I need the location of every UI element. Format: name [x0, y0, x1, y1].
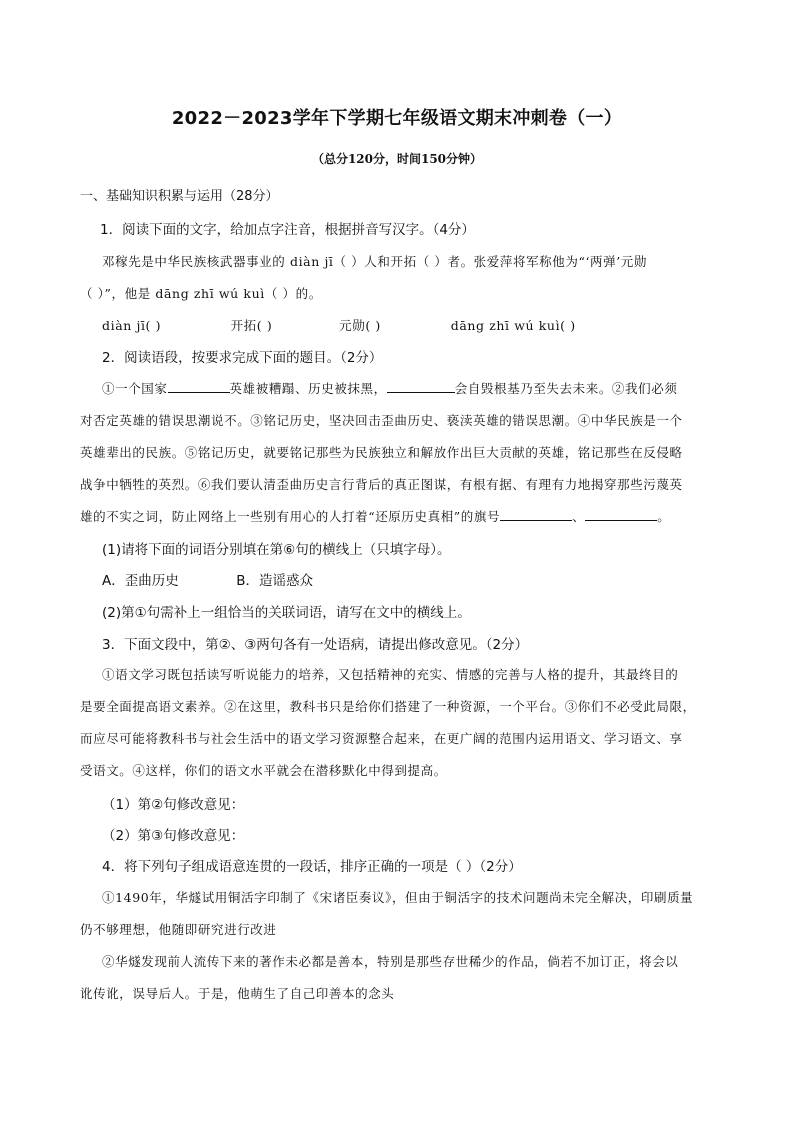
- question-4-sentence-line: 仍不够理想，他随即研究进行改进: [80, 922, 277, 937]
- answer-blank-dangzhiwukui[interactable]: dāng zhī wú kuì( ): [450, 318, 576, 333]
- passage-text: 。: [657, 509, 671, 524]
- question-4-sentence-line: ①1490年，华燧试用铜活字印制了《宋诸臣奏议》，但由于铜活字的技术问题尚未完全解决，印刷质量: [102, 890, 694, 905]
- question-2-sub-2: (2)第①句需补上一组恰当的关联词语，请写在文中的横线上。: [102, 605, 471, 621]
- question-3-passage-line: 受语文。④这样，你们的语文水平就会在潜移默化中得到提高。: [80, 763, 447, 778]
- passage-text: 雄的不实之词，防止网络上一些别有用心的人打着“还原历史真相”的旗号: [80, 509, 501, 524]
- section-heading: 一、基础知识积累与运用（28分）: [80, 189, 279, 204]
- option-b: B．造谣惑众: [236, 573, 314, 589]
- question-2-options: [102, 569, 313, 589]
- answer-blank-yuanxun[interactable]: 元勋( ): [339, 318, 381, 333]
- fill-blank[interactable]: [585, 507, 657, 521]
- question-1-text-line: 邓稼先是中华民族核武器事业的 diàn jī（ ）人和开拓（ ）者。张爱萍将军称他为“‘两弹’元勋: [102, 254, 648, 269]
- option-a: A．歪曲历史: [102, 573, 179, 589]
- question-4-sentence-line: 讹传讹，误导后人。于是，他萌生了自己印善本的念头: [80, 986, 395, 1001]
- question-3-sub-2: （2）第③句修改意见：: [102, 828, 245, 844]
- question-2-passage-line: [102, 379, 677, 397]
- fill-blank[interactable]: [500, 507, 572, 521]
- fill-blank[interactable]: [168, 379, 230, 393]
- page-title: 2022－2023学年下学期七年级语文期末冲刺卷（一）: [171, 108, 623, 129]
- question-2-sub-1: (1)请将下面的词语分别填在第⑥句的横线上（只填字母）。: [102, 542, 451, 558]
- answer-blank-kaituo[interactable]: 开拓( ): [230, 318, 273, 333]
- question-3-passage-line: ①语文学习既包括读写听说能力的培养，又包括精神的充实、情感的完善与人格的提升，其最终目的: [102, 667, 679, 682]
- passage-text: ①一个国家: [102, 381, 168, 396]
- question-3-passage-line: 是要全面提高语文素养。②在这里，教科书只是给你们搭建了一种资源，一个平台。③你们不必受此局限，: [80, 699, 696, 714]
- exam-subtitle: （总分120分，时间150分钟）: [311, 152, 483, 166]
- question-4-stem: 4．将下列句子组成语意连贯的一段话，排序正确的一项是（ ）（2分）: [102, 859, 522, 875]
- question-3-passage-line: 而应尽可能将教科书与社会生活中的语文学习资源整合起来，在更广阔的范围内运用语文、学习语文、享: [80, 731, 683, 746]
- question-3-stem: 3．下面文段中，第②、③两句各有一处语病，请提出修改意见。（2分）: [102, 637, 529, 653]
- question-1-answer-row: [102, 316, 576, 334]
- question-1-text-line: （ ）”，他是 dāng zhī wú kuì（ ）的。: [80, 286, 322, 301]
- fill-blank[interactable]: [387, 379, 455, 393]
- question-4-sentence-line: ②华燧发现前人流传下来的著作未必都是善本，特别是那些存世稀少的作品，倘若不加订正，将会以: [102, 954, 679, 969]
- question-3-sub-1: （1）第②句修改意见：: [102, 797, 245, 813]
- question-1-stem: 1．阅读下面的文字，给加点字注音，根据拼音写汉字。（4分）: [100, 222, 475, 238]
- question-2-passage-line: [80, 507, 670, 525]
- passage-text: 英雄被糟蹋、历史被抹黑，: [229, 381, 387, 396]
- question-2-passage-line: 英雄辈出的民族。⑤铭记历史，就要铭记那些为民族独立和解放作出巨大贡献的英雄，铭记那些在反侵略: [80, 445, 683, 460]
- passage-text: 会自毁根基乃至失去未来。②我们必须: [454, 381, 678, 396]
- answer-blank-dianji[interactable]: diàn jī( ): [102, 318, 162, 333]
- question-2-passage-line: 对否定英雄的错误思潮说不。③铭记历史，坚决回击歪曲历史、亵渎英雄的错误思潮。④中华民族是一个: [80, 413, 683, 428]
- question-2-stem: 2．阅读语段，按要求完成下面的题目。（2分）: [102, 350, 383, 366]
- question-2-passage-line: 战争中牺牲的英烈。⑥我们要认清歪曲历史言行背后的真正图谋，有根有据、有理有力地揭穿那些污蔑英: [80, 477, 683, 492]
- passage-text: 、: [572, 509, 586, 524]
